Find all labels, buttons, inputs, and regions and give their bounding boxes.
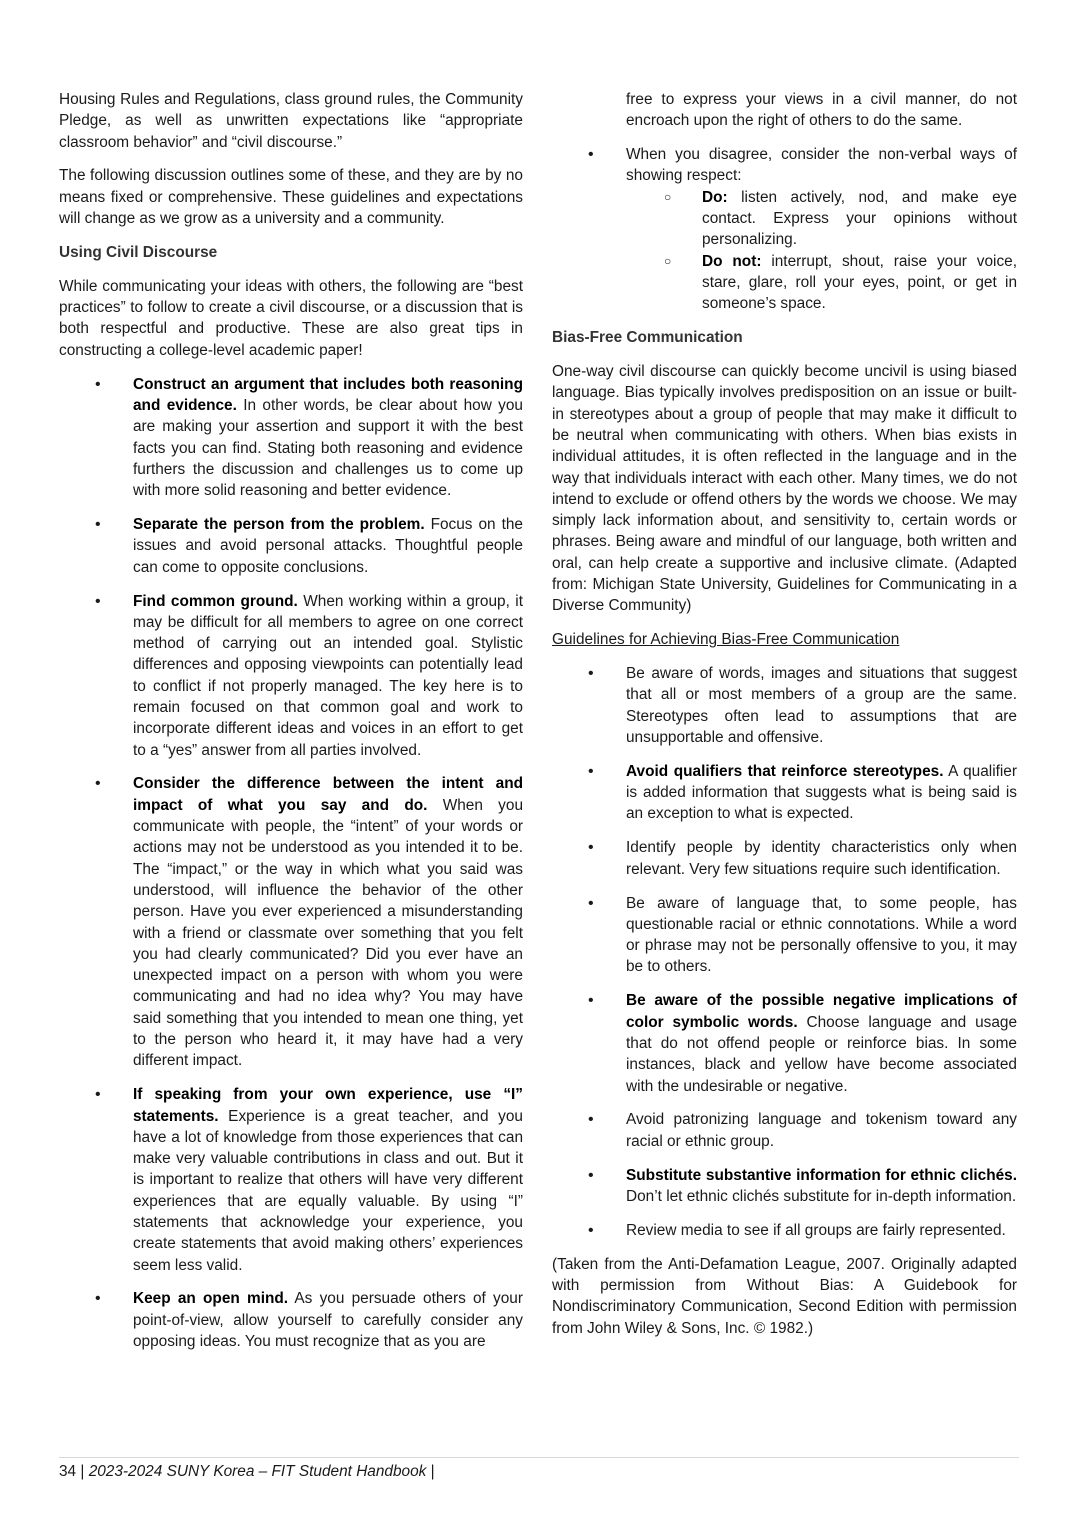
- left-column: [59, 89, 523, 1365]
- sublist-item-do: [626, 187, 1017, 251]
- civil-discourse-paragraph: While communicating your ideas with others, the following are “best practices” to follow to create a civil discourse, or a discussion that is both respectful and productive. These are also great tips in constructing a college-level academic paper!: [59, 277, 523, 359]
- list-item-text: In other words, be clear about how you are making your assertion and support it with the best facts you can find. Stating both reasoning and evidence furthers the discussion and challenges us to come up with more solid reasoning and better evidence.: [133, 396, 523, 500]
- list-item-text: A qualifier is added information that suggests what is being said is an exception to what is expected.: [626, 762, 1017, 823]
- footer-divider: [59, 1457, 1019, 1458]
- list-item-text: Experience is a great teacher, and you have a lot of knowledge from those experiences that can make very valuable contributions in class and out. But it is important to realize that others will have very different experiences that are equally valuable. By using “I” statements that acknowledge your experience, you create statements that avoid making others’ experiences seem less valid.: [133, 1107, 523, 1274]
- list-item: [59, 374, 523, 502]
- list-item-lead: Be aware of the possible negative implications of color symbolic words.: [626, 992, 1017, 1031]
- list-item-lead: Consider the difference between the intent and impact of what you say and do.: [133, 775, 523, 814]
- civil-discourse-heading: Using Civil Discourse: [59, 243, 218, 261]
- sublist-item-text: listen actively, nod, and make eye contact. Express your opinions without personalizing.: [702, 188, 1017, 249]
- list-item-lead: Keep an open mind.: [133, 1290, 289, 1308]
- nonverbal-sublist: [626, 187, 1017, 315]
- page-footer: [59, 1461, 435, 1482]
- list-item: [552, 893, 1017, 978]
- list-item: [552, 1220, 1017, 1241]
- intro-paragraph-1: Housing Rules and Regulations, class ground rules, the Community Pledge, as well as unwritten expectations like “appropriate classroom behavior” and “civil discourse.”: [59, 91, 523, 151]
- list-item-text: Don’t let ethnic clichés substitute for in-depth information.: [626, 1187, 1017, 1205]
- list-item-lead: If speaking from your own experience, use “I” statements.: [133, 1086, 523, 1125]
- sublist-item-do-not: [626, 251, 1017, 315]
- list-item-text: Identify people by identity characteristics only when relevant. Very few situations require such identification.: [626, 839, 1017, 878]
- list-item: [59, 1084, 523, 1276]
- list-item: [59, 773, 523, 1071]
- sublist-item-lead: Do:: [702, 188, 728, 206]
- list-item: [552, 144, 1017, 314]
- guidelines-subheading: Guidelines for Achieving Bias-Free Communication: [552, 631, 900, 649]
- sublist-item-lead: Do not:: [702, 252, 762, 270]
- sublist-item-text: interrupt, shout, raise your voice, stare, glare, roll your eyes, point, or get in someone’s space.: [702, 252, 1017, 313]
- list-item: [552, 837, 1017, 880]
- list-item-lead: Separate the person from the problem.: [133, 516, 425, 534]
- list-item: [552, 663, 1017, 748]
- list-item-lead: Find common ground.: [133, 592, 298, 610]
- footer-separator: |: [426, 1463, 435, 1480]
- list-item: [552, 1109, 1017, 1152]
- handbook-title: 2023-2024 SUNY Korea – FIT Student Handbook: [88, 1463, 427, 1480]
- list-item-lead: Substitute substantive information for ethnic clichés.: [626, 1166, 1017, 1184]
- civil-discourse-list: [59, 374, 523, 1353]
- page-number: 34: [59, 1463, 77, 1480]
- list-item-text: Review media to see if all groups are fairly represented.: [626, 1221, 1006, 1239]
- list-item-lead: Construct an argument that includes both reasoning and evidence.: [133, 375, 523, 414]
- disagree-list: [552, 144, 1017, 314]
- list-item: [59, 1288, 523, 1352]
- list-item-text: When you disagree, consider the non-verbal ways of showing respect:: [626, 146, 1017, 185]
- list-item: [59, 591, 523, 761]
- intro-paragraph-2: The following discussion outlines some of these, and they are by no means fixed or comprehensive. These guidelines and expectations will change as we grow as a university and a community.: [59, 167, 523, 228]
- bias-free-heading: Bias-Free Communication: [552, 329, 743, 347]
- list-item-text: As you persuade others of your point-of-view, allow yourself to carefully consider any opposing ideas. You must recognize that as you are: [133, 1290, 523, 1351]
- guidelines-list: [552, 663, 1017, 1241]
- list-item-text: Be aware of language that, to some people, has questionable racial or ethnic connotations. While a word or phrase may not be personally offensive to you, it may be to others.: [626, 894, 1017, 976]
- list-item: [552, 990, 1017, 1096]
- list-item: [552, 761, 1017, 825]
- list-item-text: When you communicate with people, the “intent” of your words or actions may not be understood as you intended it to be. The “impact,” or the way in which what you said was understood, will influence the behavior of the other person. Have you ever experienced a misunderstanding with a friend or classmate over something that you felt you had clearly communicated? Did you ever have an unexpected impact on a person with whom you were communicating and had no idea why? You may have said something that you intended to mean one thing, yet to the person who heard it, it may have had a very different impact.: [133, 796, 524, 1070]
- list-item-text: Avoid patronizing language and tokenism toward any racial or ethnic group.: [626, 1111, 1017, 1150]
- list-item-text: When working within a group, it may be difficult for all members to agree on one correct method of carrying out an intended goal. Stylistic differences and opposing viewpoints can potentially lead to conflict if not properly managed. The key here is to remain focused on that common goal and work to incorporate different ideas and voices in an effort to get to a “yes” answer from all parties involved.: [133, 592, 524, 759]
- open-mind-continuation: free to express your views in a civil manner, do not encroach upon the right of others to do the same.: [626, 91, 1017, 130]
- list-item: [552, 1165, 1017, 1208]
- list-item: [59, 514, 523, 578]
- right-column: [552, 89, 1017, 1351]
- list-item-text: Choose language and usage that do not offend people or reinforce bias. In some instances, black and yellow have become associated with the undesirable or negative.: [626, 1013, 1018, 1095]
- list-item-lead: Avoid qualifiers that reinforce stereotypes.: [626, 762, 944, 780]
- list-item-text: Be aware of words, images and situations that suggest that all or most members of a group are the same. Stereotypes often lead to assumptions that are unsupportable and offensive.: [626, 665, 1017, 746]
- citation-paragraph: (Taken from the Anti-Defamation League, 2007. Originally adapted with permission from Without Bias: A Guidebook for Nondiscriminatory Communication, Second Edition with permission from John Wiley & Sons, Inc. © 1982.): [552, 1255, 1017, 1337]
- list-item-text: Focus on the issues and avoid personal attacks. Thoughtful people can come to opposite conclusions.: [133, 516, 523, 576]
- bias-free-paragraph: One-way civil discourse can quickly become uncivil is using biased language. Bias typically involves predisposition on an issue or built-in stereotypes about a group of people that may make it difficult to be neutral when communicating with others. When bias exists in individual attitudes, it is often reflected in the language and in the way that individuals interact with each other. Many times, we do not intend to exclude or offend others by the words we choose. We may simply lack information about, and sensitivity to, certain words or phrases. Being aware and mindful of our language, both written and oral, can help create a supportive and inclusive climate. (Adapted from: Michigan State University, Guidelines for Communicating in a Diverse Community): [552, 363, 1017, 615]
- footer-separator: |: [76, 1463, 89, 1480]
